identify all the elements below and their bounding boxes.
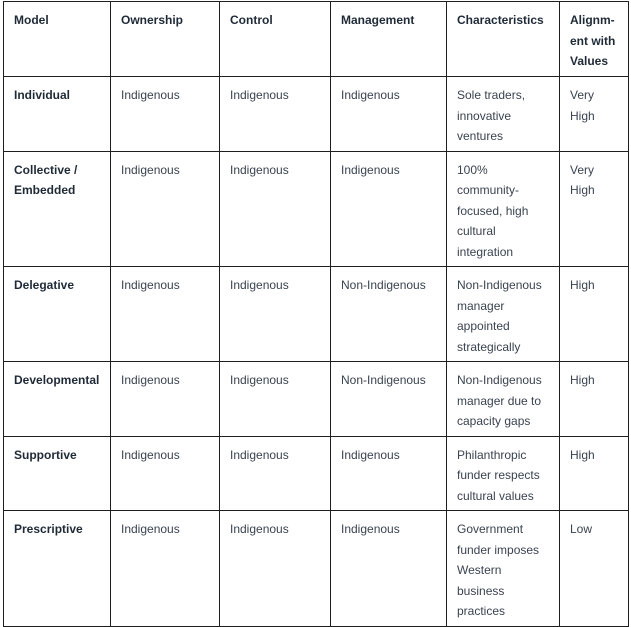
- cell-control: Indigenous: [220, 267, 331, 362]
- header-alignment: Alignm-ent with Values: [560, 2, 629, 77]
- cell-characteristics: Sole traders, innovative ventures: [447, 77, 560, 152]
- header-management: Management: [331, 2, 447, 77]
- cell-model: Supportive: [4, 436, 111, 511]
- business-models-table: [3, 1, 629, 627]
- cell-control: Indigenous: [220, 436, 331, 511]
- cell-model: Individual: [4, 77, 111, 152]
- cell-alignment: Very High: [560, 77, 629, 152]
- cell-control: Indigenous: [220, 77, 331, 152]
- cell-alignment: High: [560, 267, 629, 362]
- table-row: [4, 436, 629, 511]
- table-row: [4, 77, 629, 152]
- cell-alignment: Low: [560, 511, 629, 627]
- cell-model: Developmental: [4, 362, 111, 437]
- cell-ownership: Indigenous: [111, 436, 220, 511]
- cell-management: Indigenous: [331, 151, 447, 267]
- table-row: [4, 362, 629, 437]
- table-row: [4, 151, 629, 267]
- cell-alignment: High: [560, 362, 629, 437]
- cell-control: Indigenous: [220, 362, 331, 437]
- cell-management: Indigenous: [331, 436, 447, 511]
- header-characteristics: Characteristics: [447, 2, 560, 77]
- table-row: [4, 511, 629, 627]
- cell-model: Delegative: [4, 267, 111, 362]
- cell-characteristics: 100% community-focused, high cultural integration: [447, 151, 560, 267]
- cell-model: Collective / Embedded: [4, 151, 111, 267]
- cell-characteristics: Government funder imposes Western business practices: [447, 511, 560, 627]
- header-row: [4, 2, 629, 77]
- cell-ownership: Indigenous: [111, 362, 220, 437]
- cell-model: Prescriptive: [4, 511, 111, 627]
- cell-management: Non-Indigenous: [331, 362, 447, 437]
- cell-alignment: Very High: [560, 151, 629, 267]
- cell-ownership: Indigenous: [111, 511, 220, 627]
- cell-alignment: High: [560, 436, 629, 511]
- cell-ownership: Indigenous: [111, 151, 220, 267]
- cell-management: Indigenous: [331, 511, 447, 627]
- cell-characteristics: Philanthropic funder respects cultural values: [447, 436, 560, 511]
- cell-ownership: Indigenous: [111, 267, 220, 362]
- cell-control: Indigenous: [220, 151, 331, 267]
- header-model: Model: [4, 2, 111, 77]
- cell-ownership: Indigenous: [111, 77, 220, 152]
- cell-characteristics: Non-Indigenous manager appointed strategically: [447, 267, 560, 362]
- cell-management: Non-Indigenous: [331, 267, 447, 362]
- cell-characteristics: Non-Indigenous manager due to capacity gaps: [447, 362, 560, 437]
- table-row: [4, 267, 629, 362]
- cell-control: Indigenous: [220, 511, 331, 627]
- header-control: Control: [220, 2, 331, 77]
- header-ownership: Ownership: [111, 2, 220, 77]
- cell-management: Indigenous: [331, 77, 447, 152]
